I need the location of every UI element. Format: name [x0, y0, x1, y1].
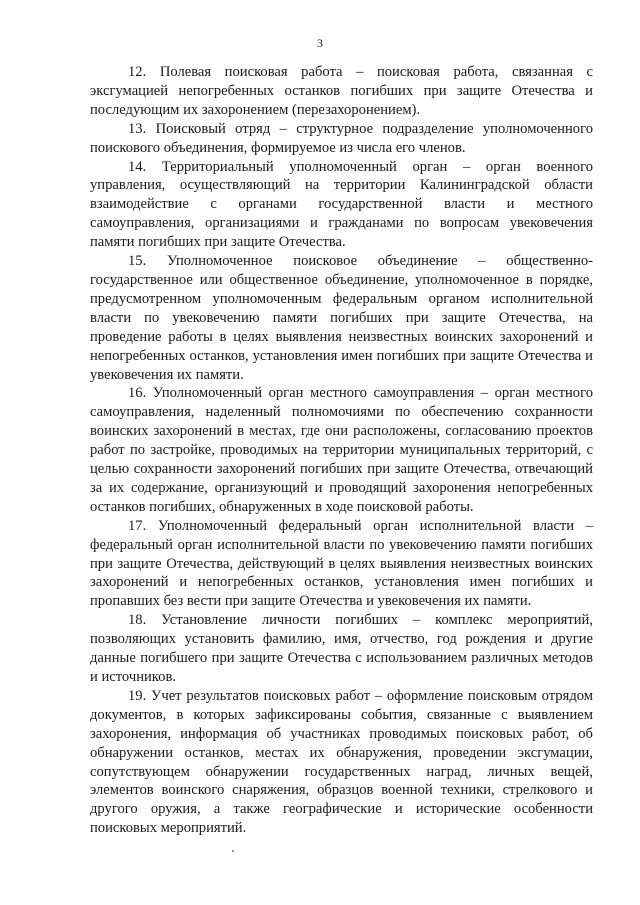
page-number: 3 [317, 36, 323, 50]
definition-paragraph-13: 13. Поисковый отряд – структурное подразделение уполномоченного поискового объединения, формируемое из числа его членов. [90, 120, 593, 156]
document-body [90, 63, 593, 838]
definition-paragraph-16: 16. Уполномоченный орган местного самоуправления – орган местного самоуправления, наделенный полномочиями по обеспечению сохранности воинских захоронений в местах, где они расположены, согласованию проектов работ по застройке, проводимых на территории муниципальных территорий, с целью сохранности захоронений погибших при защите Отечества, отвечающий за их содержание, организующий и проводящий захоронения непогребенных останков погибших, обнаруженных в ходе поисковой работы. [90, 385, 593, 515]
definition-paragraph-19: 19. Учет результатов поисковых работ – оформление поисковым отрядом документов, в которых зафиксированы события, связанные с выявлением захоронения, информация об участниках проводимых поисковых работ, об обнаружении останков, местах их обнаружения, проведении эксгумации, сопутствующем обнаружении государственных наград, личных вещей, элементов воинского снаряжения, образцов военной техники, стрелкового и другого оружия, а также географические и исторические особенности поисковых мероприятий. [90, 687, 593, 837]
definition-paragraph-15: 15. Уполномоченное поисковое объединение – общественно-государственное или общественное объединение, уполномоченное в порядке, предусмотренном уполномоченным федеральным органом исполнительной власти по увековечению памяти погибших при защите Отечества, на проведение работы в целях выявления неизвестных воинских захоронений и непогребенных останков, установления имен погибших при защите Отечества и увековечения их памяти. [90, 253, 593, 383]
scan-speck [232, 850, 234, 852]
definition-paragraph-17: 17. Уполномоченный федеральный орган исполнительной власти – федеральный орган исполнительной власти по увековечению памяти погибших при защите Отечества, действующий в целях выявления неизвестных воинских захоронений и непогребенных останков, установления имен погибших и пропавших без вести при защите Отечества и увековечения их памяти. [90, 517, 593, 610]
definition-paragraph-12: 12. Полевая поисковая работа – поисковая работа, связанная с эксгумацией непогребенных останков погибших при защите Отечества и последующим их захоронением (перезахоронением). [90, 64, 593, 118]
definition-paragraph-14: 14. Территориальный уполномоченный орган – орган военного управления, осуществляющий на территории Калининградской области взаимодействие с органами государственной власти и местного самоуправления, организациями и гражданами по вопросам увековечения памяти погибших при защите Отечества. [90, 158, 593, 251]
definition-paragraph-18: 18. Установление личности погибших – комплекс мероприятий, позволяющих установить фамилию, имя, отчество, год рождения и другие данные погибшего при защите Отечества с использованием различных методов и источников. [90, 612, 593, 685]
